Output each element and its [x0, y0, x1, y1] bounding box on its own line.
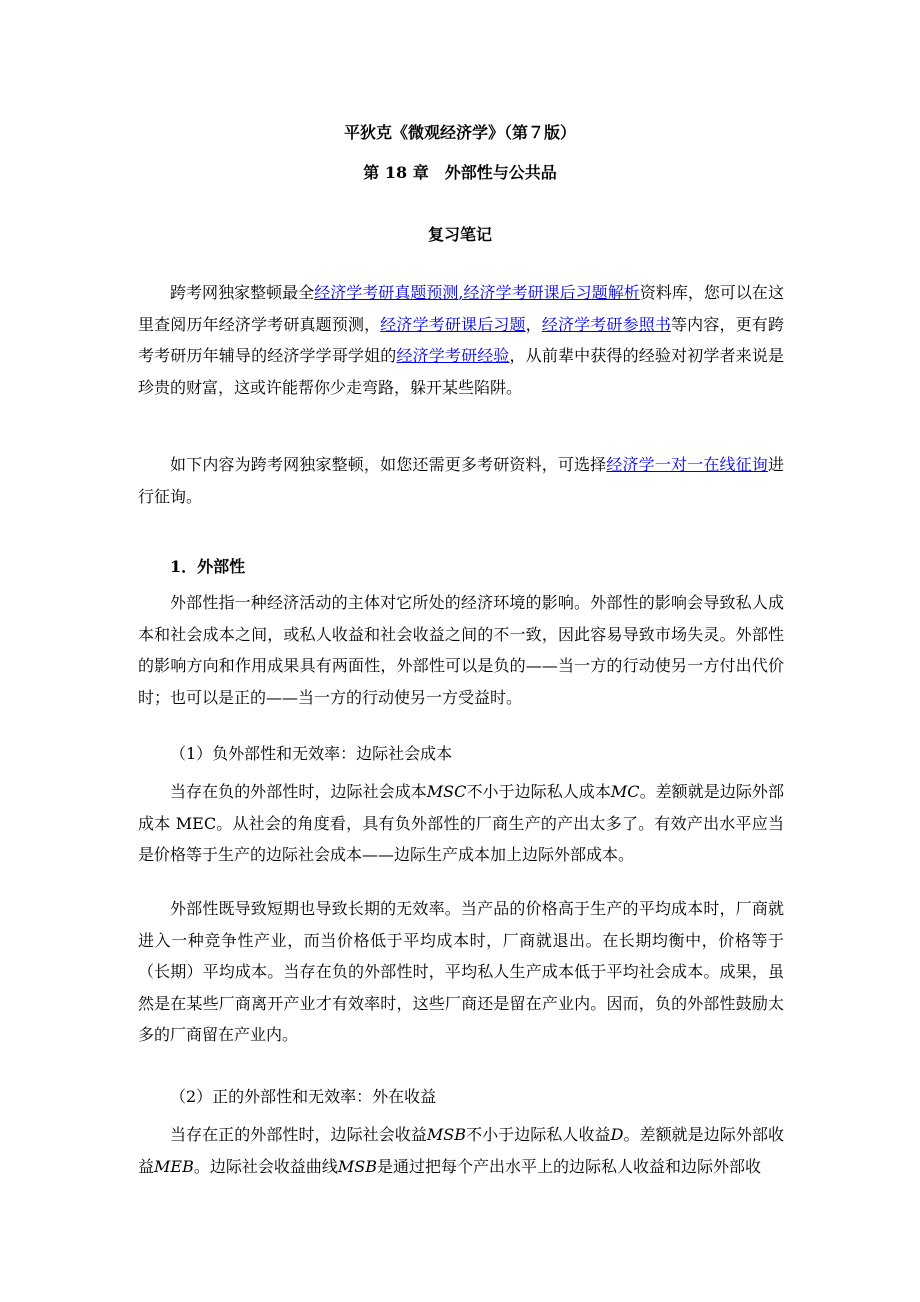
section-heading-externality: 1．外部性	[170, 557, 246, 576]
subheading-negative-externality: （1）负外部性和无效率：边际社会成本	[170, 744, 453, 763]
link-exam-experience[interactable]: 经济学考研经验	[396, 346, 510, 365]
book-title: 平狄克《微观经济学》（第７版）	[343, 123, 576, 142]
link-reference-books[interactable]: 经济学考研参照书	[541, 314, 672, 334]
negative-externality-paragraph: 当存在负的外部性时，边际社会成本MSC不小于边际私人成本MC。差额就是边际外部成本 MEC。从社会的角度看，具有负外部性的厂商生产的产出太多了。有效产出水平应当是价格等于生产的边际社会成本——边际生产成本加上边际外部成本。	[138, 782, 784, 864]
subheading-positive-externality: （2）正的外部性和无效率：外在收益	[170, 1087, 437, 1106]
intro-paragraph: 跨考网独家整顿最全经济学考研真题预测,经济学考研课后习题解析资料库，您可以在这里查阅历年经济学考研真题预测，经济学考研课后习题，经济学考研参照书等内容，更有跨考考研历年辅导的经济学学哥学姐的经济学考研经验，从前辈中获得的经验对初学者来说是珍贵的财富，这或许能帮你少走弯路，躲开某些陷阱。	[138, 283, 784, 397]
link-online-consult[interactable]: 经济学一对一在线征询	[606, 455, 768, 474]
consult-paragraph: 如下内容为跨考网独家整顿，如您还需更多考研资料，可选择经济学一对一在线征询进行征询。	[138, 455, 784, 506]
link-separator[interactable]: ,	[458, 283, 464, 302]
chapter-title: 第 18 章 外部性与公共品	[363, 163, 557, 182]
link-exercise-analysis[interactable]: 经济学考研课后习题解析	[463, 283, 640, 302]
positive-externality-paragraph: 当存在正的外部性时，边际社会收益MSB不小于边际私人收益D。差额就是边际外部收益MEB。边际社会收益曲线MSB是通过把每个产出水平上的边际私人收益和边际外部收	[138, 1125, 784, 1176]
notes-title: 复习笔记	[427, 225, 492, 244]
inefficiency-paragraph: 外部性既导致短期也导致长期的无效率。当产品的价格高于生产的平均成本时，厂商就进入一种竞争性产业，而当价格低于平均成本时，厂商就退出。在长期均衡中，价格等于（长期）平均成本。当存在负的外部性时，平均私人生产成本低于平均社会成本。成果，虽然是在某些厂商离开产业才有效率时，这些厂商还是留在产业内。因而，负的外部性鼓励太多的厂商留在产业内。	[138, 899, 784, 1044]
link-exercises[interactable]: 经济学考研课后习题	[380, 314, 526, 334]
externality-paragraph: 外部性指一种经济活动的主体对它所处的经济环境的影响。外部性的影响会导致私人成本和社会成本之间，或私人收益和社会收益之间的不一致，因此容易导致市场失灵。外部性的影响方向和作用成果具有两面性，外部性可以是负的——当一方的行动使另一方付出代价时；也可以是正的——当一方的行动使另一方受益时。	[138, 593, 784, 707]
link-exam-prediction[interactable]: 经济学考研真题预测	[314, 283, 459, 302]
